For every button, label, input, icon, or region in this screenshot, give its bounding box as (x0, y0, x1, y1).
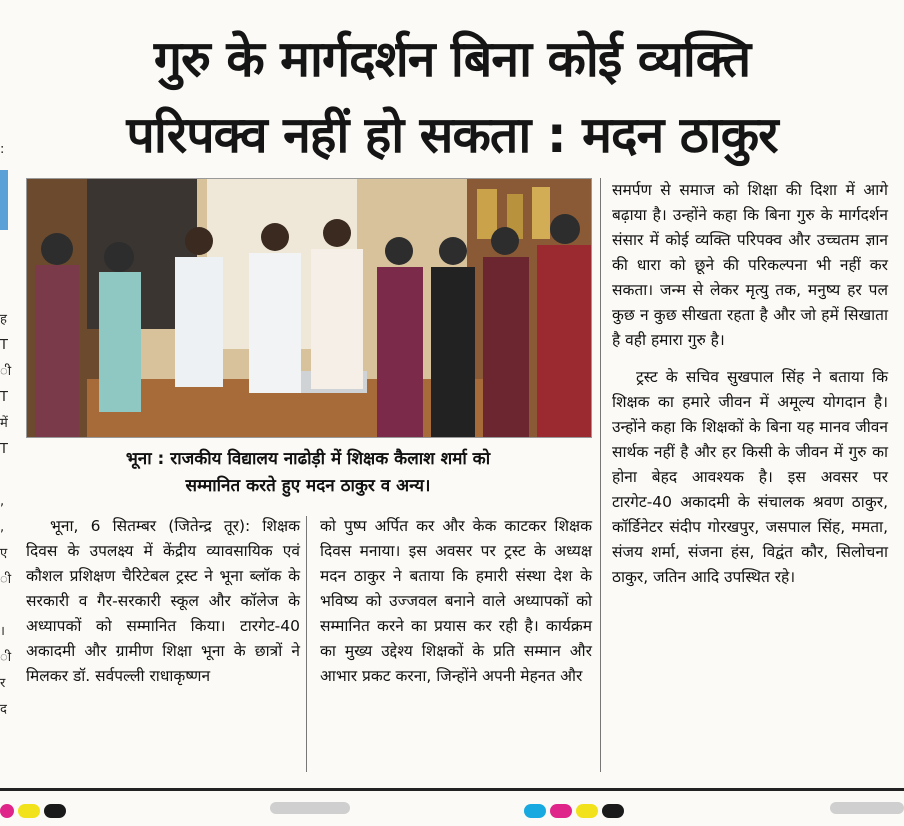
article-paragraph: ट्रस्ट के सचिव सुखपाल सिंह ने बताया कि शिक्षक का हमारे जीवन में अमूल्य योगदान है। उन्होंने कहा कि शिक्षकों के बिना यह मानव जीवन सार्थक नहीं है और हर किसी के जीवन में गुरु का होना बेहद आवश्यक है। इस अवसर पर टारगेट-40 अकादमी के संचालक श्रवण ठाकुर, कॉर्डिनेटर संदीप गोरखपुर, जसपाल सिंह, ममता, संजय शर्मा, संजना हंस, विद्वंत कौर, सिलोचना ठाकुर, जतिन आदि उपस्थित रहे। (612, 368, 888, 586)
article-column-3 (612, 178, 888, 590)
cyan-mark (524, 804, 546, 818)
article-paragraph: को पुष्प अर्पित कर और केक काटकर शिक्षक दिवस मनाया। इस अवसर पर ट्रस्ट के अध्यक्ष मदन ठाकुर ने बताया कि हमारी संस्था देश के भविष्य को उज्जवल बनाने वाले अध्यापकों को सम्मानित करने का प्रयास कर रही है। कार्यक्रम का मुख्य उद्देश्य शिक्षकों के प्रति सम्मान और आभार प्रकट करना, जिन्होंने अपनी मेहनत और (320, 517, 592, 685)
strip-fragment: , (0, 520, 5, 535)
headline-line-2: परिपक्व नहीं हो सकता : मदन ठाकुर (126, 106, 778, 164)
yellow-mark (18, 804, 40, 818)
strip-fragment: ह (0, 312, 7, 327)
strip-fragment: ी (0, 650, 12, 665)
strip-fragment: ी (0, 364, 12, 379)
strip-fragment: T (0, 442, 8, 457)
strip-fragment: T (0, 390, 8, 405)
adjacent-photo-edge (0, 170, 8, 230)
registration-marks-right (524, 800, 628, 818)
registration-marks-left (0, 800, 70, 818)
column-divider (600, 178, 601, 772)
caption-line-1: भूना : राजकीय विद्यालय नाढोड़ी में शिक्षक कैलाश शर्मा को (125, 449, 491, 469)
strip-fragment: ी (0, 572, 12, 587)
magenta-mark (0, 804, 14, 818)
magenta-mark (550, 804, 572, 818)
strip-fragment: : (0, 142, 5, 157)
registration-grey-mark (830, 802, 904, 814)
black-mark (602, 804, 624, 818)
strip-fragment: T (0, 338, 8, 353)
news-photo (26, 178, 592, 438)
strip-fragment: । (0, 624, 5, 639)
yellow-mark (576, 804, 598, 818)
strip-fragment: , (0, 494, 5, 509)
photo-illustration (27, 179, 591, 437)
strip-fragment: ए (0, 546, 8, 561)
registration-grey-mark (270, 802, 350, 814)
photo-caption (26, 446, 590, 500)
strip-fragment: द (0, 702, 7, 717)
strip-fragment: र (0, 676, 6, 691)
caption-line-2: सम्मानित करते हुए मदन ठाकुर व अन्य। (185, 476, 431, 496)
page-rule (0, 788, 904, 791)
headline-line-1: गुरु के मार्गदर्शन बिना कोई व्यक्ति (153, 30, 751, 88)
black-mark (44, 804, 66, 818)
article-paragraph: समर्पण से समाज को शिक्षा की दिशा में आगे बढ़ाया है। उन्होंने कहा कि बिना गुरु के मार्गदर्शन संसार में कोई व्यक्ति परिपक्व और उच्चतम ज्ञान की धारा को छूने की परिकल्पना भी नहीं कर सकता। जन्म से लेकर मृत्यु तक, मनुष्य हर पल कुछ न कुछ सीखता रहता है और जो हमें सिखाता है वही हमारा गुरु है। (612, 181, 888, 349)
adjacent-article-strip (0, 142, 14, 800)
article-column-2 (320, 514, 592, 689)
article-column-1 (26, 514, 300, 689)
article-paragraph: भूना, 6 सितम्बर (जितेन्द्र तूर): शिक्षक दिवस के उपलक्ष्य में केंद्रीय व्यावसायिक एवं कौशल प्रशिक्षण चैरिटेबल ट्रस्ट ने भूना ब्लॉक के सरकारी व गैर-सरकारी स्कूल और कॉलेज के अध्यापकों को सम्मानित किया। टारगेट-40 अकादमी और ग्रामीण शिक्षा भूना के छात्रों ने मिलकर डॉ. सर्वपल्ली राधाकृष्णन (26, 517, 300, 685)
column-divider (306, 516, 307, 772)
strip-fragment: में (0, 416, 8, 431)
